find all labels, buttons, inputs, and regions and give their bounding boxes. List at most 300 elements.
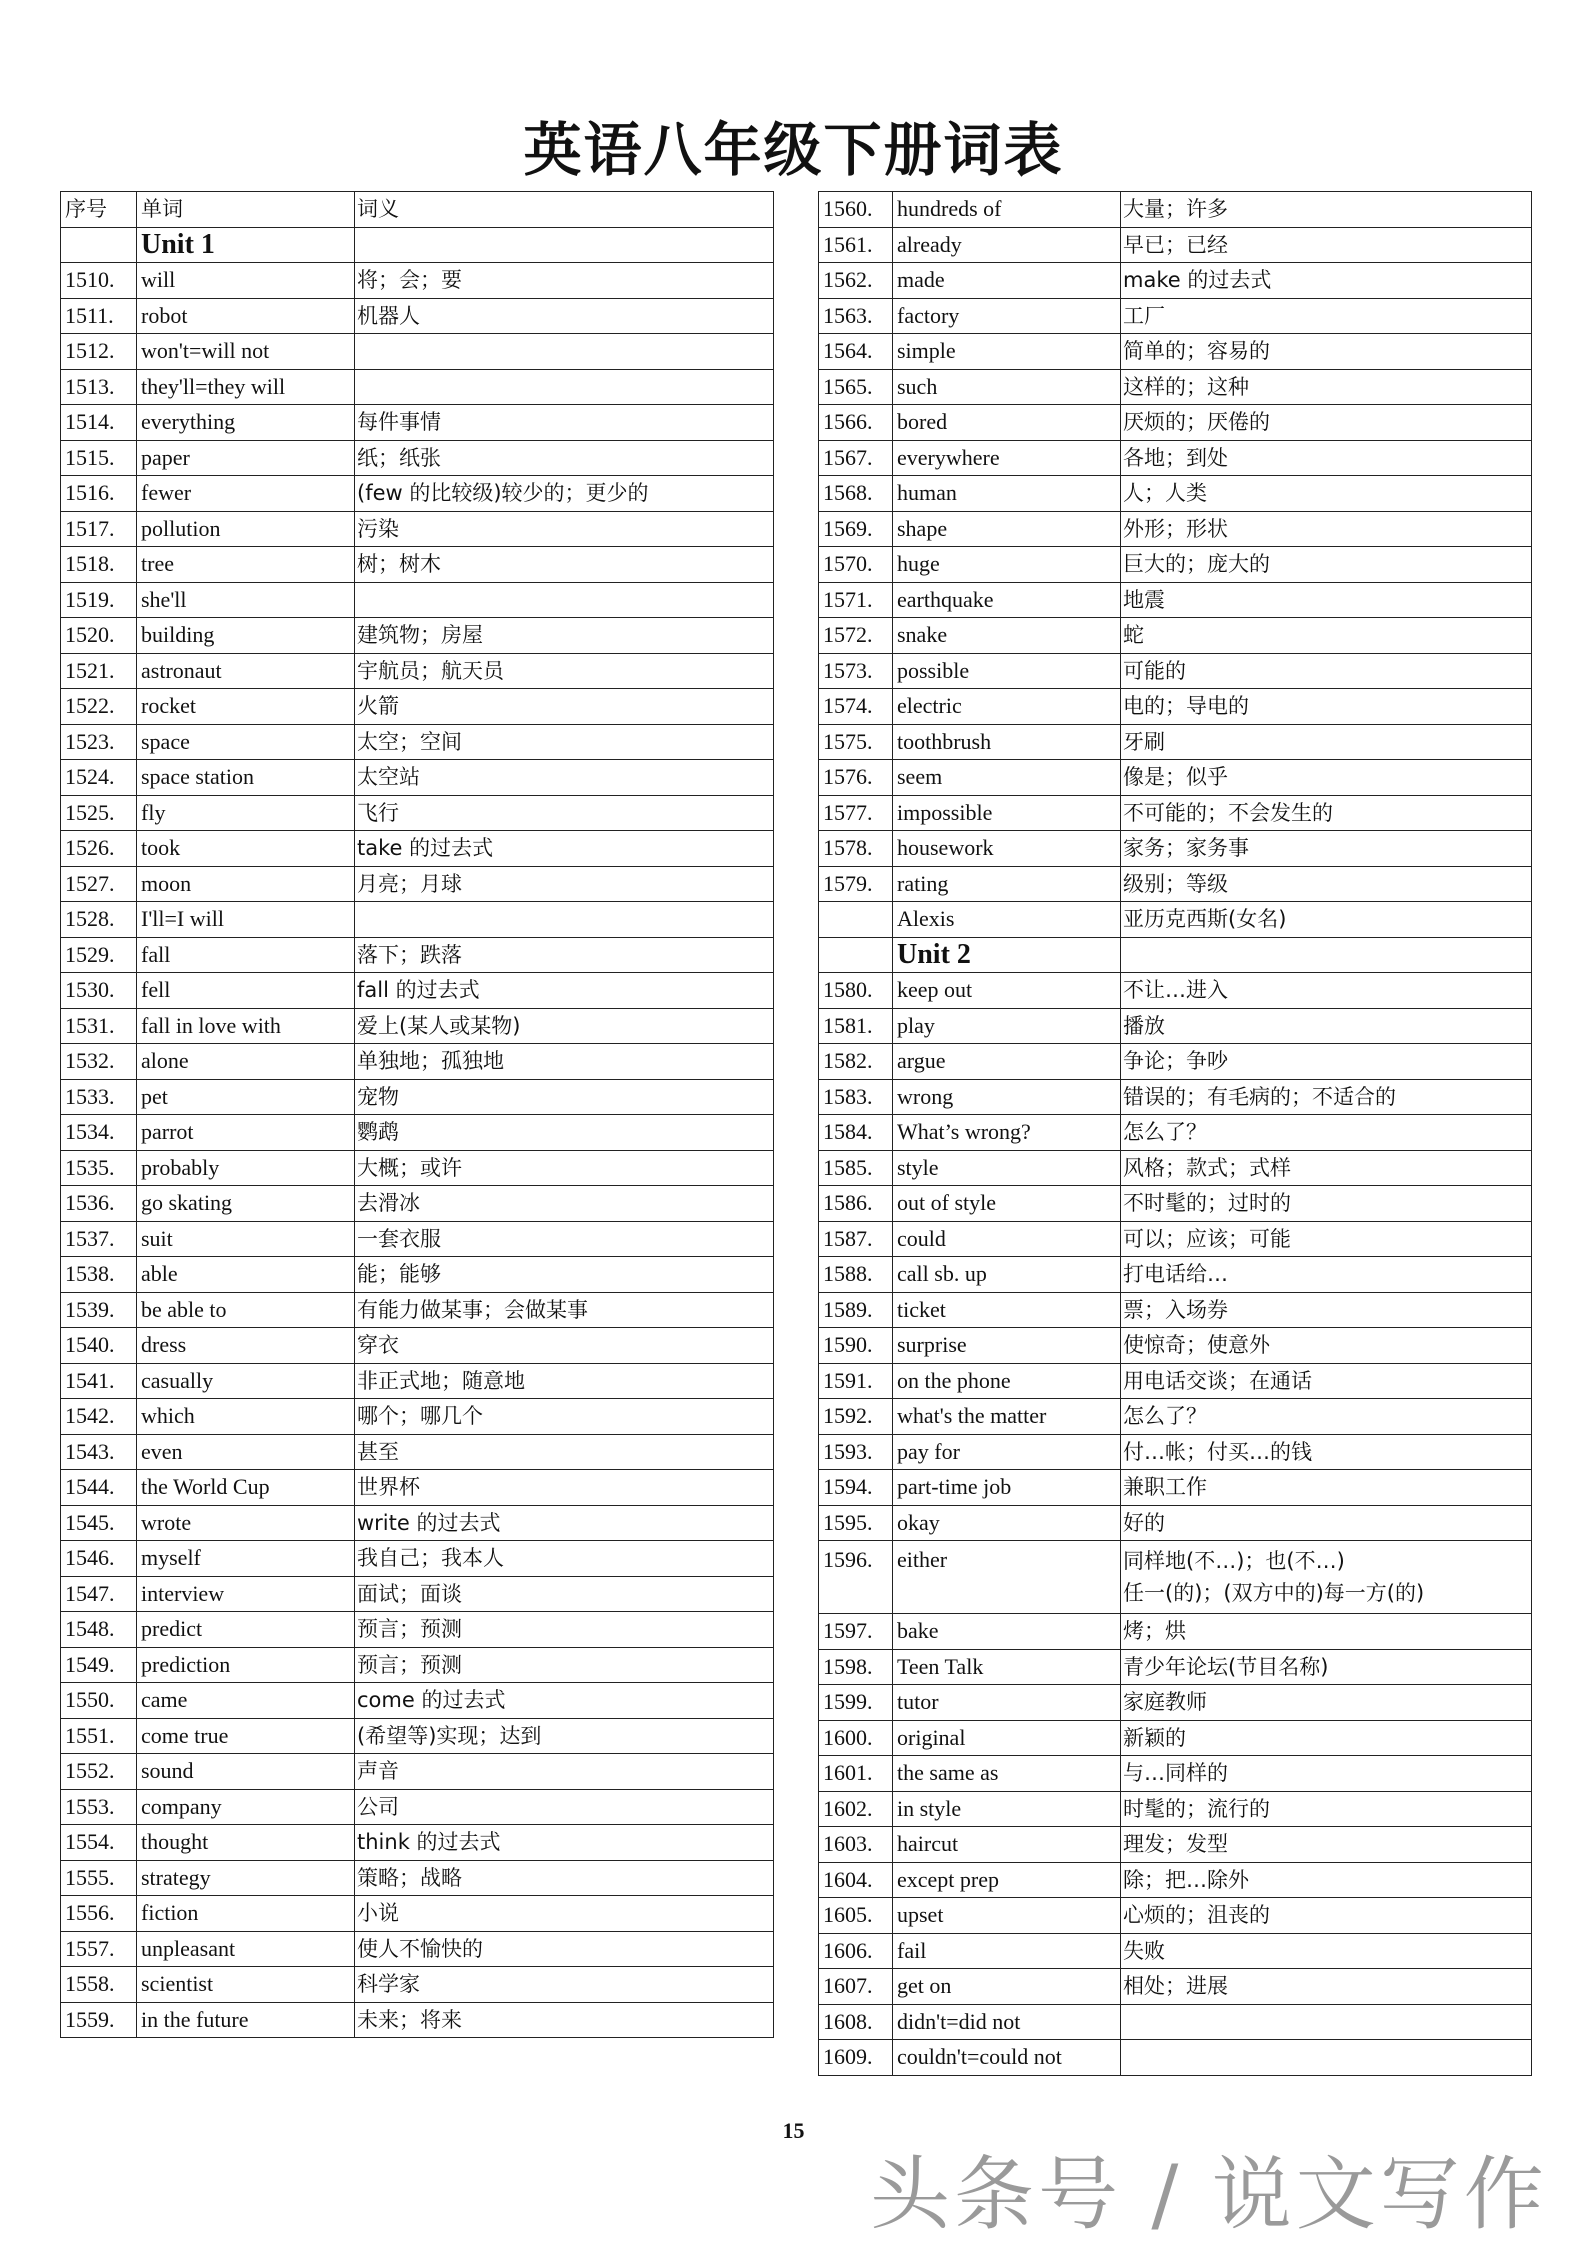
entry-word: astronaut [137,653,355,689]
entry-word: such [893,369,1121,405]
unit-heading-row [61,227,774,263]
entry-meaning: 大量；许多 [1121,192,1532,228]
table-row [819,440,1532,476]
entry-word: alone [137,1044,355,1080]
table-row [61,1860,774,1896]
entry-word: bored [893,405,1121,441]
entry-word: strategy [137,1860,355,1896]
header-word: 单词 [137,192,355,228]
entry-word: probably [137,1150,355,1186]
entry-number: 1560. [819,192,893,228]
entry-number: 1600. [819,1720,893,1756]
header-meaning: 词义 [355,192,774,228]
entry-meaning: 可以；应该；可能 [1121,1221,1532,1257]
entry-word: fiction [137,1896,355,1932]
entry-number: 1562. [819,263,893,299]
table-row [819,1649,1532,1685]
entry-meaning: 亚历克西斯(女名) [1121,902,1532,938]
table-row [61,511,774,547]
entry-meaning: 有能力做某事；会做某事 [355,1292,774,1328]
table-row [61,369,774,405]
page-number: 15 [782,2118,805,2143]
entry-word: rocket [137,689,355,725]
table-row [61,1683,774,1719]
entry-word: fly [137,795,355,831]
entry-meaning: 面试；面谈 [355,1576,774,1612]
entry-word: possible [893,653,1121,689]
entry-meaning [1121,937,1532,973]
entry-word: human [893,476,1121,512]
entry-meaning: 人；人类 [1121,476,1532,512]
table-row [819,902,1532,938]
entry-word: company [137,1789,355,1825]
table-row [819,1720,1532,1756]
table-row [819,1969,1532,2005]
entry-number: 1536. [61,1186,137,1222]
table-row [61,1470,774,1506]
entry-number: 1519. [61,582,137,618]
entry-meaning: 去滑冰 [355,1186,774,1222]
entry-meaning: (希望等)实现；达到 [355,1718,774,1754]
entry-word: space station [137,760,355,796]
table-row [819,405,1532,441]
entry-meaning: 级别；等级 [1121,866,1532,902]
entry-word: ticket [893,1292,1121,1328]
entry-number: 1524. [61,760,137,796]
entry-word: took [137,831,355,867]
entry-meaning [355,369,774,405]
entry-number: 1590. [819,1328,893,1364]
entry-meaning: 各地；到处 [1121,440,1532,476]
table-row [61,1612,774,1648]
entry-word: the same as [893,1756,1121,1792]
entry-meaning: 外形；形状 [1121,511,1532,547]
entry-word: argue [893,1044,1121,1080]
entry-meaning: 污染 [355,511,774,547]
entry-meaning: 飞行 [355,795,774,831]
entry-word: haircut [893,1827,1121,1863]
table-row [61,1399,774,1435]
entry-word: prediction [137,1647,355,1683]
table-row [819,1044,1532,1080]
entry-meaning [355,582,774,618]
entry-number: 1595. [819,1505,893,1541]
entry-word: hundreds of [893,192,1121,228]
table-row [819,1150,1532,1186]
entry-word: Unit 2 [893,937,1121,973]
entry-meaning: 简单的；容易的 [1121,334,1532,370]
entry-number: 1512. [61,334,137,370]
entry-word: keep out [893,973,1121,1009]
entry-number: 1594. [819,1470,893,1506]
entry-word: fail [893,1933,1121,1969]
entry-word: thought [137,1825,355,1861]
entry-meaning [355,227,774,263]
entry-number: 1541. [61,1363,137,1399]
entry-meaning: 巨大的；庞大的 [1121,547,1532,583]
entry-meaning: 烤；烘 [1121,1614,1532,1650]
entry-word: casually [137,1363,355,1399]
table-row [61,1754,774,1790]
table-row [819,1756,1532,1792]
entry-meaning: 小说 [355,1896,774,1932]
entry-word: play [893,1008,1121,1044]
table-row [819,1221,1532,1257]
entry-number: 1606. [819,1933,893,1969]
entry-word: I'll=I will [137,902,355,938]
entry-meaning: 青少年论坛(节目名称) [1121,1649,1532,1685]
entry-word: suit [137,1221,355,1257]
entry-number [819,937,893,973]
table-row [819,1898,1532,1934]
table-row [819,1470,1532,1506]
table-row [819,1292,1532,1328]
entry-meaning: 这样的；这种 [1121,369,1532,405]
entry-number: 1574. [819,689,893,725]
entry-meaning: 甚至 [355,1434,774,1470]
entry-word: electric [893,689,1121,725]
entry-meaning: 工厂 [1121,298,1532,334]
table-row [819,618,1532,654]
entry-word: call sb. up [893,1257,1121,1293]
entry-meaning: 声音 [355,1754,774,1790]
entry-meaning: 早已；已经 [1121,227,1532,263]
entry-number: 1598. [819,1649,893,1685]
table-row [61,547,774,583]
table-row [819,689,1532,725]
entry-word: came [137,1683,355,1719]
entry-meaning: 爱上(某人或某物) [355,1008,774,1044]
entry-meaning: 理发；发型 [1121,1827,1532,1863]
table-row [61,1505,774,1541]
table-row [819,1186,1532,1222]
table-row [819,1008,1532,1044]
entry-meaning: 像是；似乎 [1121,760,1532,796]
entry-word: upset [893,1898,1121,1934]
table-row [61,1967,774,2003]
entry-meaning: 火箭 [355,689,774,725]
entry-word: predict [137,1612,355,1648]
entry-meaning: 打电话给… [1121,1257,1532,1293]
entry-number: 1579. [819,866,893,902]
entry-meaning: write 的过去式 [355,1505,774,1541]
entry-word: shape [893,511,1121,547]
entry-meaning: 单独地；孤独地 [355,1044,774,1080]
entry-number: 1554. [61,1825,137,1861]
entry-word: which [137,1399,355,1435]
entry-number: 1532. [61,1044,137,1080]
table-row [61,1363,774,1399]
entry-meaning-line: 同样地(不…)；也(不…) [1123,1549,1345,1573]
entry-meaning: 建筑物；房屋 [355,618,774,654]
entry-word: dress [137,1328,355,1364]
entry-word: okay [893,1505,1121,1541]
table-row [61,689,774,725]
entry-word: come true [137,1718,355,1754]
entry-word: unpleasant [137,1931,355,1967]
entry-meaning [355,334,774,370]
table-row [61,1789,774,1825]
entry-number: 1599. [819,1685,893,1721]
table-row [61,724,774,760]
table-row [61,653,774,689]
entry-word: be able to [137,1292,355,1328]
entry-meaning: 使惊奇；使意外 [1121,1328,1532,1364]
entry-word: pollution [137,511,355,547]
entry-meaning: 地震 [1121,582,1532,618]
table-row [61,937,774,973]
entry-meaning: 怎么了？ [1121,1399,1532,1435]
table-row [819,1827,1532,1863]
watermark-text: 头条号 / 说文写作 [870,2148,1548,2241]
entry-meaning: 哪个；哪几个 [355,1399,774,1435]
entry-number: 1546. [61,1541,137,1577]
table-row [819,1862,1532,1898]
entry-number: 1549. [61,1647,137,1683]
entry-number: 1572. [819,618,893,654]
entry-number: 1544. [61,1470,137,1506]
table-row [819,1399,1532,1435]
entry-meaning: 兼职工作 [1121,1470,1532,1506]
table-row [61,795,774,831]
entry-meaning: 错误的；有毛病的；不适合的 [1121,1079,1532,1115]
entry-meaning: 非正式地；随意地 [355,1363,774,1399]
entry-number: 1571. [819,582,893,618]
entry-number: 1567. [819,440,893,476]
table-row [819,1505,1532,1541]
table-row [819,795,1532,831]
entry-word: wrong [893,1079,1121,1115]
entry-number: 1564. [819,334,893,370]
entry-meaning: 鹦鹉 [355,1115,774,1151]
entry-word: robot [137,298,355,334]
entry-meaning: 策略；战略 [355,1860,774,1896]
table-row [819,582,1532,618]
entry-meaning: 可能的 [1121,653,1532,689]
entry-word: everything [137,405,355,441]
entry-number: 1573. [819,653,893,689]
entry-meaning: 厌烦的；厌倦的 [1121,405,1532,441]
entry-word: fewer [137,476,355,512]
entry-number [819,902,893,938]
entry-number: 1588. [819,1257,893,1293]
entry-number: 1521. [61,653,137,689]
entry-meaning: 能；能够 [355,1257,774,1293]
entry-word: Teen Talk [893,1649,1121,1685]
entry-number: 1540. [61,1328,137,1364]
table-row [819,298,1532,334]
entry-meaning: 不可能的；不会发生的 [1121,795,1532,831]
table-row [819,511,1532,547]
entry-meaning: 世界杯 [355,1470,774,1506]
entry-number: 1581. [819,1008,893,1044]
entry-number: 1522. [61,689,137,725]
table-row [819,1328,1532,1364]
entry-word: parrot [137,1115,355,1151]
entry-meaning: 将；会；要 [355,263,774,299]
entry-number: 1510. [61,263,137,299]
entry-meaning: 预言；预测 [355,1647,774,1683]
entry-number: 1531. [61,1008,137,1044]
table-row [61,1434,774,1470]
entry-number: 1580. [819,973,893,1009]
entry-number: 1596. [819,1541,893,1614]
entry-meaning: 心烦的；沮丧的 [1121,1898,1532,1934]
table-row [61,618,774,654]
entry-meaning: 用电话交谈；在通话 [1121,1363,1532,1399]
entry-number: 1520. [61,618,137,654]
table-row [61,1718,774,1754]
table-row [819,1079,1532,1115]
entry-number: 1555. [61,1860,137,1896]
entry-word: space [137,724,355,760]
entry-word: could [893,1221,1121,1257]
entry-number: 1576. [819,760,893,796]
entry-number: 1584. [819,1115,893,1151]
entry-word: what's the matter [893,1399,1121,1435]
table-row [819,1363,1532,1399]
entry-number: 1548. [61,1612,137,1648]
entry-meaning: 失败 [1121,1933,1532,1969]
entry-meaning: 宠物 [355,1079,774,1115]
entry-number: 1570. [819,547,893,583]
table-row [819,831,1532,867]
entry-meaning: 太空；空间 [355,724,774,760]
table-row [819,547,1532,583]
entry-word: everywhere [893,440,1121,476]
entry-word: either [893,1541,1121,1614]
entry-meaning: take 的过去式 [355,831,774,867]
entry-number: 1518. [61,547,137,583]
entry-meaning: 科学家 [355,1967,774,2003]
table-row [61,866,774,902]
entry-number: 1515. [61,440,137,476]
entry-word: pet [137,1079,355,1115]
table-row [819,227,1532,263]
entry-word: fell [137,973,355,1009]
entry-meaning: 票；入场券 [1121,1292,1532,1328]
entry-number: 1577. [819,795,893,831]
entry-meaning: 落下；跌落 [355,937,774,973]
entry-meaning: 机器人 [355,298,774,334]
entry-number: 1569. [819,511,893,547]
table-row [61,440,774,476]
table-row [819,1791,1532,1827]
entry-word: moon [137,866,355,902]
entry-meaning: 电的；导电的 [1121,689,1532,725]
entry-number: 1556. [61,1896,137,1932]
table-row [61,1292,774,1328]
entry-word: toothbrush [893,724,1121,760]
entry-meaning: 太空站 [355,760,774,796]
entry-meaning [1121,2004,1532,2040]
entry-number: 1568. [819,476,893,512]
entry-meaning: 新颖的 [1121,1720,1532,1756]
entry-number: 1535. [61,1150,137,1186]
entry-word: in style [893,1791,1121,1827]
entry-word: the World Cup [137,1470,355,1506]
entry-number: 1587. [819,1221,893,1257]
entry-word: impossible [893,795,1121,831]
entry-number: 1593. [819,1434,893,1470]
entry-meaning: 播放 [1121,1008,1532,1044]
entry-word: wrote [137,1505,355,1541]
entry-word: won't=will not [137,334,355,370]
table-header-row [61,192,774,228]
entry-word: they'll=they will [137,369,355,405]
entry-meaning: 争论；争吵 [1121,1044,1532,1080]
entry-number: 1528. [61,902,137,938]
entry-word: myself [137,1541,355,1577]
table-row [61,1576,774,1612]
table-row [819,369,1532,405]
entry-number: 1545. [61,1505,137,1541]
entry-word: building [137,618,355,654]
entry-word: get on [893,1969,1121,2005]
entry-word: except prep [893,1862,1121,1898]
entry-word: pay for [893,1434,1121,1470]
entry-word: seem [893,760,1121,796]
entry-number: 1609. [819,2040,893,2076]
entry-meaning: 纸；纸张 [355,440,774,476]
table-row [61,298,774,334]
entry-number: 1591. [819,1363,893,1399]
entry-meaning: 月亮；月球 [355,866,774,902]
entry-number: 1550. [61,1683,137,1719]
entry-number: 1583. [819,1079,893,1115]
table-row [61,1044,774,1080]
entry-word: on the phone [893,1363,1121,1399]
entry-number: 1604. [819,1862,893,1898]
entry-number: 1561. [819,227,893,263]
entry-meaning: 一套衣服 [355,1221,774,1257]
table-row [61,760,774,796]
entry-word: original [893,1720,1121,1756]
entry-word: out of style [893,1186,1121,1222]
entry-number: 1563. [819,298,893,334]
table-row [61,263,774,299]
entry-number: 1585. [819,1150,893,1186]
entry-meaning: 大概；或许 [355,1150,774,1186]
entry-number: 1553. [61,1789,137,1825]
entry-number: 1557. [61,1931,137,1967]
entry-word: she'll [137,582,355,618]
entry-number: 1589. [819,1292,893,1328]
entry-meaning: 树；树木 [355,547,774,583]
entry-meaning: 时髦的；流行的 [1121,1791,1532,1827]
entry-meaning: 不时髦的；过时的 [1121,1186,1532,1222]
entry-meaning: 每件事情 [355,405,774,441]
entry-meaning: 未来；将来 [355,2002,774,2038]
entry-meaning: 使人不愉快的 [355,1931,774,1967]
table-row [61,582,774,618]
entry-number: 1601. [819,1756,893,1792]
entry-meaning: 穿衣 [355,1328,774,1364]
table-row [61,1647,774,1683]
entry-word: huge [893,547,1121,583]
table-row [61,1008,774,1044]
entry-word: already [893,227,1121,263]
table-row [61,1150,774,1186]
entry-meaning: come 的过去式 [355,1683,774,1719]
page-title: 英语八年级下册词表 [523,116,1064,184]
entry-meaning: 牙刷 [1121,724,1532,760]
entry-meaning: think 的过去式 [355,1825,774,1861]
table-row [61,973,774,1009]
entry-meaning: (few 的比较级)较少的；更少的 [355,476,774,512]
entry-number: 1527. [61,866,137,902]
entry-meaning: 付…帐；付买…的钱 [1121,1434,1532,1470]
